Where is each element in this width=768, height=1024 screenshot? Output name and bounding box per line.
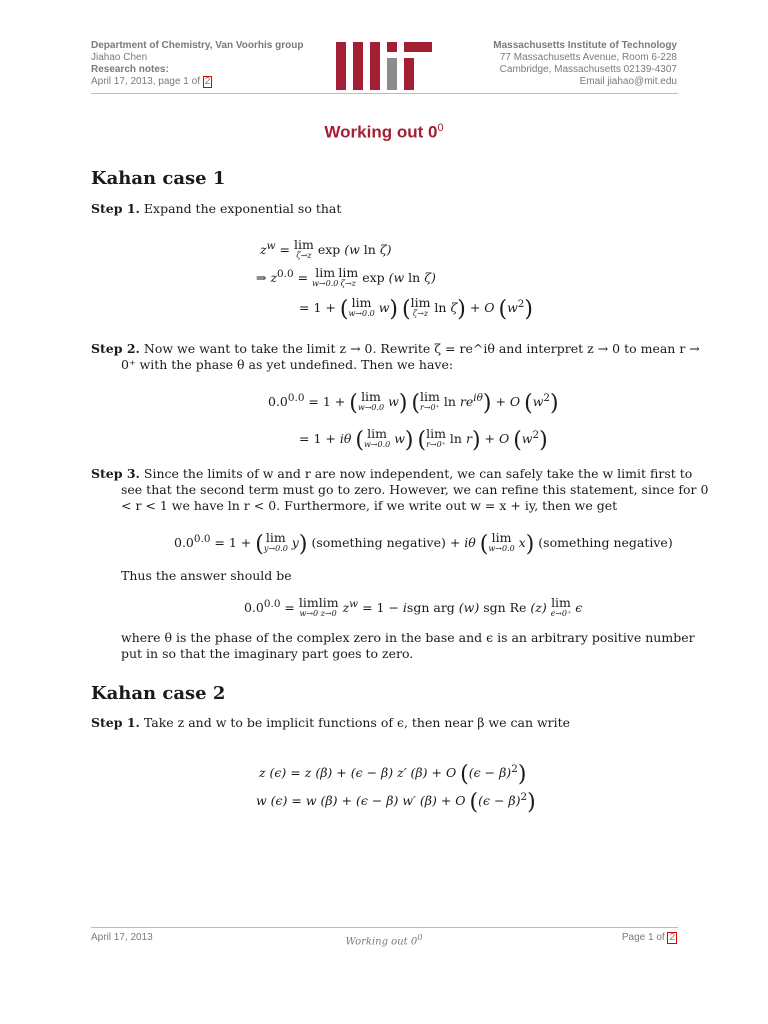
- header-date-text: April 17, 2013, page 1 of: [91, 76, 200, 87]
- case1-step3-after: Thus the answer should be: [121, 568, 292, 583]
- case1-step2: [91, 341, 709, 373]
- case1-step3-label: Step 3.: [91, 466, 140, 481]
- case1-step1-label: Step 1.: [91, 201, 140, 216]
- header-address-street: 77 Massachusetts Avenue, Room 6-228: [499, 52, 677, 63]
- header-date-line: [91, 76, 303, 88]
- equation-4a: z (ϵ) = z (β) + (ϵ − β) z′ (β) + O $((\epsilon - \beta)^2)$: [259, 762, 527, 788]
- equation-2b: = 1 + iθ ( lim w→0.0 w) (lim r→0⁺ ln r) + O $(w^2)$: [299, 426, 548, 454]
- equation-1b: ⇒ $z^{0.0} = \lim$ w→0.0 lim ζ→z exp (w ln ζ): [256, 265, 436, 288]
- footer-title-text: Working out 0: [345, 936, 418, 948]
- case1-step2-text: Now we want to take the limit z → 0. Rewrite ζ = re^iθ and interpret z → 0 to mean r → 0⁺ with the phase θ as yet undefined. Then we have:: [121, 341, 700, 372]
- page-title: [0, 122, 768, 143]
- footer-date: April 17, 2013: [91, 932, 153, 943]
- case2-step1: [91, 715, 679, 731]
- section-heading-case2: Kahan case 2: [91, 683, 226, 704]
- header-left: [91, 40, 303, 88]
- equation-3a: $0.0^{0.0} = 1$ + ( lim y→0.0 y) (something negative) + iθ ( lim w→0.0 x) (something negative): [174, 530, 673, 558]
- header-notes-label: Research notes:: [91, 64, 169, 75]
- page-title-text: Working out 0: [324, 122, 438, 142]
- footer-title-sup: 0: [417, 932, 423, 942]
- case1-step3-text: Since the limits of w and r are now independent, we can safely take the w limit first to see that the second term must go to zero. However, we can refine this statement, since for 0 < r < 1 we have ln r < 0. Furthermore, if we write out w = x + iy, then we get: [121, 466, 709, 513]
- case1-step1: [91, 201, 679, 217]
- equation-3b: $0.0^{0.0} = \lim$ w→0 lim z→0 $z^w = 1$ − isgn arg (w) sgn Re (z) lim ϵ→0⁺ ϵ: [244, 595, 583, 618]
- header-address-city: Cambridge, Massachusetts 02139-4307: [499, 64, 677, 75]
- header-institution: Massachusetts Institute of Technology: [493, 40, 677, 51]
- footer-divider: [91, 927, 678, 928]
- equation-4b: w (ϵ) = w (β) + (ϵ − β) w′ (β) + O $((\epsilon - \beta)^2)$: [256, 790, 536, 816]
- equation-1a: $z^w = \lim$ ζ→z exp (w ln ζ): [260, 237, 392, 260]
- equation-2a: $0.0^{0.0} = 1$ + ( lim w→0.0 w) (lim r→0⁺ $\ln re^{i\theta}) + O$ $(w^2)$: [268, 389, 559, 417]
- footer-page: [622, 932, 677, 944]
- header-author: Jiahao Chen: [91, 52, 148, 63]
- case2-step1-text: Take z and w to be implicit functions of ϵ, then near β we can write: [143, 715, 571, 730]
- case1-step3: [91, 466, 709, 514]
- equation-1c: = 1 + ( lim w→0.0 w) (lim ζ→z ln ζ) + O $(w^2)$: [299, 295, 534, 323]
- case1-step3-where: where θ is the phase of the complex zero in the base and ϵ is an arbitrary positive number put in so that the imaginary part goes to zero.: [121, 630, 695, 661]
- header-department: Department of Chemistry, Van Voorhis group: [91, 40, 304, 51]
- header-page-count-link[interactable]: 2: [204, 76, 211, 87]
- footer-page-text: Page 1 of: [621, 932, 665, 943]
- case2-step1-label: Step 1.: [91, 715, 140, 730]
- section-heading-case1: Kahan case 1: [91, 168, 226, 189]
- header-right: [493, 40, 677, 88]
- page-title-sup: 0: [437, 122, 444, 134]
- case1-step2-label: Step 2.: [91, 341, 140, 356]
- header-email: Email jiahao@mit.edu: [579, 76, 677, 87]
- case1-step1-text: Expand the exponential so that: [143, 201, 342, 216]
- header-divider: [91, 93, 678, 94]
- mit-logo: [336, 42, 432, 90]
- footer-page-count-link[interactable]: 2: [669, 932, 675, 943]
